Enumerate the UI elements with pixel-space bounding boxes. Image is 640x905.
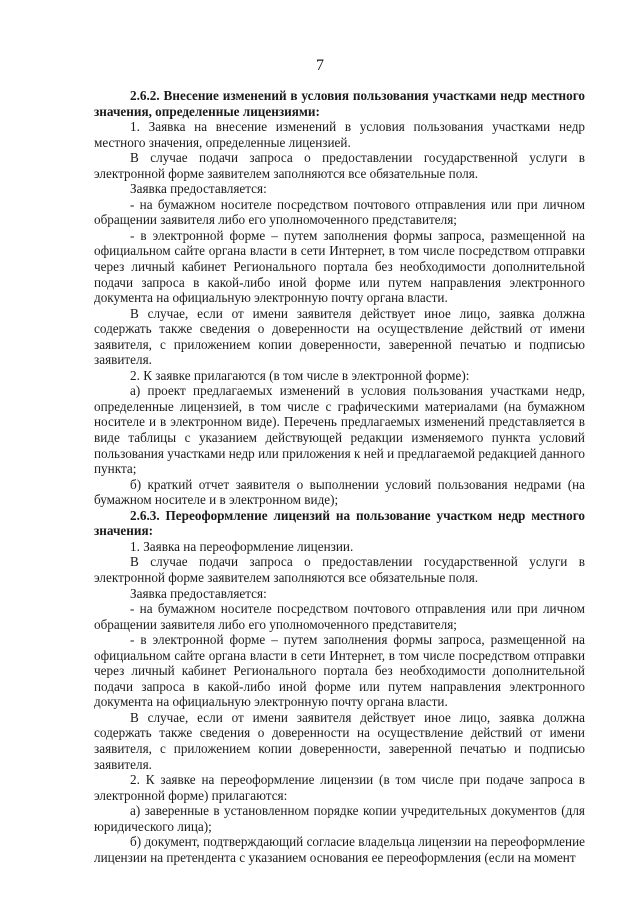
list-item: - в электронной форме – путем заполнения формы запроса, размещенной на официальном сайте органа власти в сети Интернет, в том числе посредством отправки через личный кабинет Регионального портала без необходимости дополнительной подачи запроса в какой-либо иной форме или путем направления электронного документа на официальную электронную почту органа власти. <box>94 227 585 306</box>
paragraph: Заявка предоставляется: <box>130 585 267 601</box>
page-number: 7 <box>316 57 324 74</box>
list-item: - на бумажном носителе посредством почтового отправления или при личном обращении заявителя либо его уполномоченного представителя; <box>94 196 585 228</box>
list-item: - в электронной форме – путем заполнения формы запроса, размещенной на официальном сайте органа власти в сети Интернет, в том числе посредством отправки через личный кабинет Регионального портала без необходимости дополнительной подачи запроса в какой-либо иной форме или путем направления электронного документа на официальную электронную почту органа власти. <box>94 632 585 710</box>
paragraph: 1. Заявка на внесение изменений в условия пользования участками недр местного значения, определенные лицензией. <box>94 119 585 150</box>
paragraph: 2. К заявке на переоформление лицензии (в том числе при подаче запроса в электронной форме) прилагаются: <box>94 772 585 803</box>
list-item: б) краткий отчет заявителя о выполнении условий пользования недрами (на бумажном носителе и в электронном виде); <box>94 476 585 508</box>
paragraph: В случае подачи запроса о предоставлении государственной услуги в электронной форме заявителем заполняются все обязательные поля. <box>94 150 585 181</box>
paragraph: 1. Заявка на переоформление лицензии. <box>130 538 354 554</box>
list-item: а) заверенные в установленном порядке копии учредительных документов (для юридического лица); <box>94 803 585 834</box>
paragraph: 2. К заявке прилагаются (в том числе в электронной форме): <box>130 367 470 383</box>
paragraph: В случае подачи запроса о предоставлении государственной услуги в электронной форме заявителем заполняются все обязательные поля. <box>94 554 585 585</box>
paragraph: В случае, если от имени заявителя действует иное лицо, заявка должна содержать также сведения о доверенности на осуществление действий от имени заявителя, с приложением копии доверенности, заверенной печатью и подписью заявителя. <box>94 709 585 772</box>
section-heading-2-6-2: 2.6.2. Внесение изменений в условия пользования участками недр местного значения, определенные лицензиями: <box>94 88 585 119</box>
document-body <box>94 88 585 865</box>
list-item: - на бумажном носителе посредством почтового отправления или при личном обращении заявителя либо его уполномоченного представителя; <box>94 601 585 632</box>
section-heading-2-6-3: 2.6.3. Переоформление лицензий на пользование участком недр местного значения: <box>94 507 585 539</box>
paragraph: Заявка предоставляется: <box>130 181 267 197</box>
paragraph: В случае, если от имени заявителя действует иное лицо, заявка должна содержать также сведения о доверенности на осуществление действий от имени заявителя, с приложением копии доверенности, заверенной печатью и подписью заявителя. <box>94 305 585 368</box>
list-item: б) документ, подтверждающий согласие владельца лицензии на переоформление лицензии на претендента с указанием основания ее переоформления (если на момент <box>94 834 585 865</box>
list-item: а) проект предлагаемых изменений в условия пользования участками недр, определенные лицензией, в том числе с графическими материалами (на бумажном носителе и в электронном виде). Перечень предлагаемых изменений представляется в виде таблицы с указанием действующей редакции изменяемого пункта условий пользования участками недр или приложения к ней и предлагаемой редакцией данного пункта; <box>94 383 585 477</box>
